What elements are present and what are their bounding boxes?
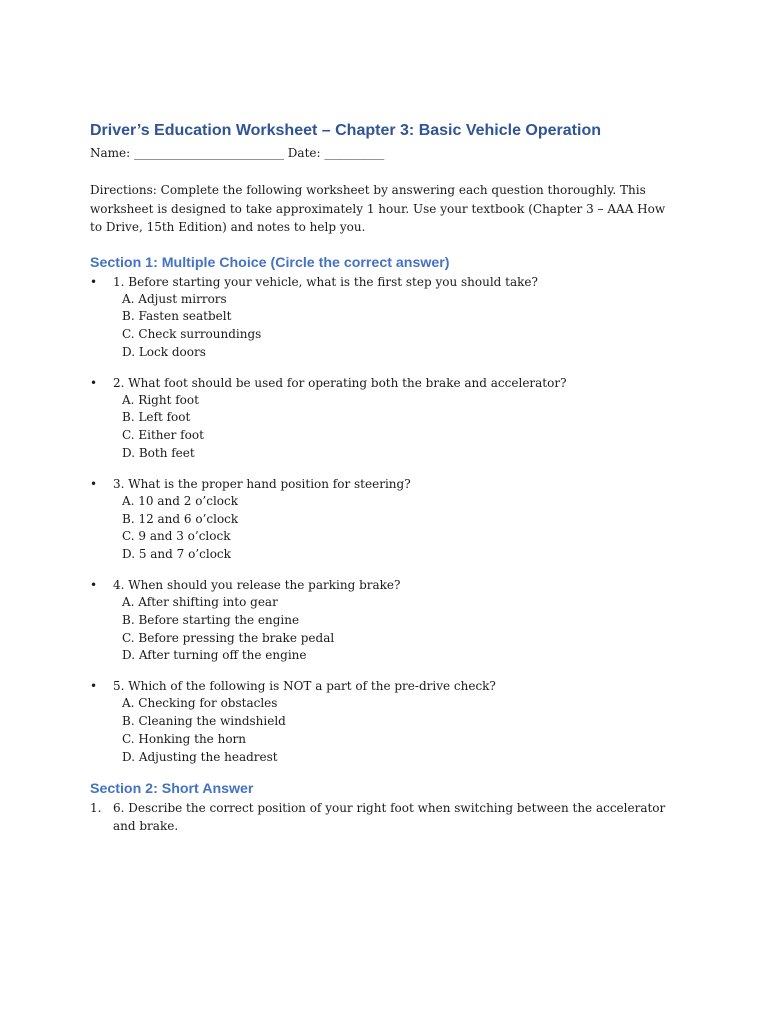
bullet-icon: • [90, 679, 98, 694]
answer-option: C. Either foot [122, 428, 204, 443]
question-2 [90, 374, 680, 463]
answer-options [113, 291, 680, 362]
list-number: 1. [90, 801, 102, 816]
answer-option: B. Left foot [122, 410, 191, 425]
answer-option: D. 5 and 7 o’clock [122, 547, 231, 562]
answer-options [113, 594, 680, 665]
question-4 [90, 576, 680, 665]
question-3 [90, 475, 680, 564]
answer-option: A. 10 and 2 o’clock [122, 493, 239, 508]
answer-option: C. 9 and 3 o’clock [122, 529, 231, 544]
directions-paragraph: Directions: Complete the following worksheet by answering each question thoroughly. This worksheet is designed to take approximately 1 hour. Use your textbook (Chapter 3 – AAA How to Drive, 15th Edition) and notes to help you. [90, 183, 666, 234]
question-text: 3. What is the proper hand position for steering? [113, 476, 411, 491]
section-2-heading: Section 2: Short Answer [90, 781, 254, 798]
answer-option: D. Both feet [122, 446, 195, 461]
answer-option: A. Checking for obstacles [122, 696, 278, 711]
answer-option: C. Before pressing the brake pedal [122, 630, 335, 645]
answer-options [113, 493, 680, 564]
bullet-icon: • [90, 476, 98, 491]
answer-options [113, 695, 680, 766]
answer-option: B. Cleaning the windshield [122, 714, 286, 729]
worksheet-title: Driver’s Education Worksheet – Chapter 3: Basic Vehicle Operation [90, 122, 601, 139]
answer-option: D. Lock doors [122, 344, 206, 359]
question-text: 6. Describe the correct position of your right foot when switching between the accelerator and brake. [113, 801, 666, 834]
bullet-icon: • [90, 578, 98, 593]
question-text: 1. Before starting your vehicle, what is the first step you should take? [113, 274, 538, 289]
bullet-icon: • [90, 274, 98, 289]
bullet-icon: • [90, 375, 98, 390]
multiple-choice-list [90, 273, 680, 767]
answer-option: B. 12 and 6 o’clock [122, 511, 239, 526]
name-date-line: Name: _________________________ Date: __________ [90, 146, 385, 160]
section-1-heading: Section 1: Multiple Choice (Circle the correct answer) [90, 254, 450, 271]
answer-option: B. Fasten seatbelt [122, 309, 232, 324]
answer-option: D. After turning off the engine [122, 648, 307, 663]
answer-option: C. Honking the horn [122, 731, 247, 746]
answer-option: A. Right foot [122, 392, 199, 407]
answer-option: A. Adjust mirrors [122, 291, 227, 306]
question-text: 5. Which of the following is NOT a part of the pre-drive check? [113, 679, 496, 694]
answer-option: B. Before starting the engine [122, 612, 300, 627]
question-1 [90, 273, 680, 362]
question-text: 2. What foot should be used for operating both the brake and accelerator? [113, 375, 567, 390]
answer-options [113, 392, 680, 463]
question-text: 4. When should you release the parking brake? [113, 578, 401, 593]
question-5 [90, 677, 680, 766]
short-answer-question-6 [90, 799, 673, 835]
answer-option: A. After shifting into gear [122, 595, 278, 610]
worksheet-page [90, 120, 680, 835]
answer-option: C. Check surroundings [122, 327, 262, 342]
answer-option: D. Adjusting the headrest [122, 749, 278, 764]
